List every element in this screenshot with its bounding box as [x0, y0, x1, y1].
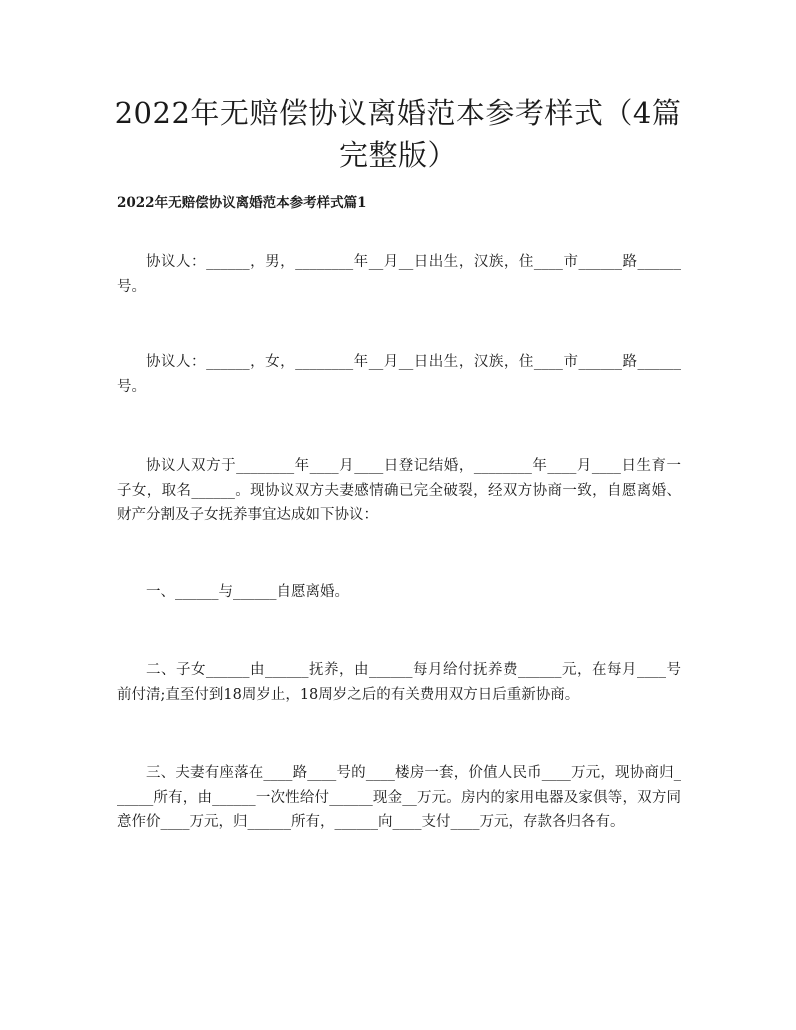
section-heading: 2022年无赔偿协议离婚范本参考样式篇1: [117, 195, 367, 211]
paragraph-party-male: 协议人：______，男，________年__月__日出生，汉族，住____市______路______号。: [117, 254, 681, 295]
paragraph-clause-2: 二、子女______由______抚养，由______每月给付抚养费______元，在每月____号前付清;直至付到18周岁止，18周岁之后的有关费用双方日后重新协商。: [117, 662, 681, 703]
document-title: 2022年无赔偿协议离婚范本参考样式（4篇完整版）: [114, 96, 682, 172]
paragraph-party-female: 协议人：______，女，________年__月__日出生，汉族，住____市______路______号。: [117, 354, 681, 395]
paragraph-marriage-info: 协议人双方于________年____月____日登记结婚，________年____月____日生育一子女，取名______。现协议双方夫妻感情确已完全破裂，经双方协商一致，自愿离婚、财产分割及子女抚养事宜达成如下协议：: [117, 458, 681, 523]
paragraph-clause-3: 三、夫妻有座落在____路____号的____楼房一套，价值人民币____万元，现协商归______所有，由______一次性给付______现金__万元。房内的家用电器及家俱等，双方同意作价____万元，归______所有，______向____支付____万元，存款各归各有。: [117, 765, 681, 830]
paragraph-clause-1: 一、______与______自愿离婚。: [146, 584, 349, 600]
